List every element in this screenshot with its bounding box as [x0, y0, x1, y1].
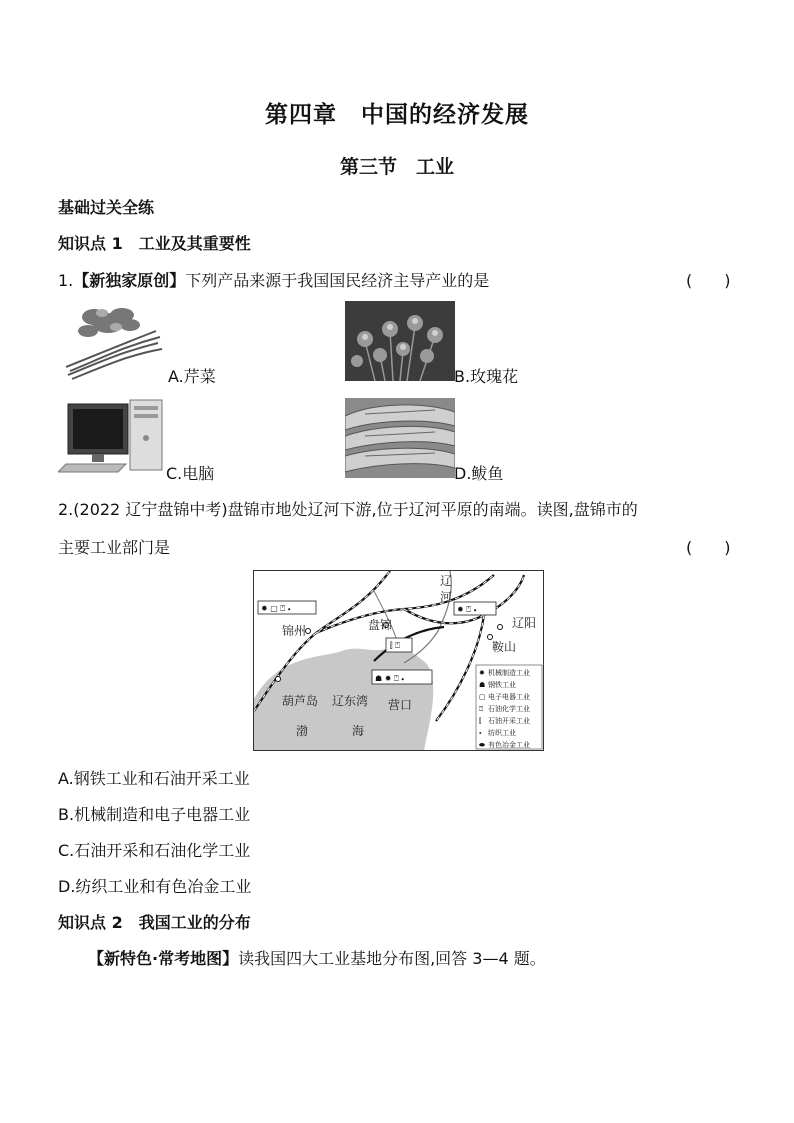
q2-option-d: D.纺织工业和有色冶金工业 — [58, 877, 252, 896]
computer-image — [58, 398, 166, 478]
legend-item: 机械制造工业 — [488, 669, 530, 677]
roses-image — [345, 301, 455, 381]
question-2-line1: 2.(2022 辽宁盘锦中考)盘锦市地处辽河下游,位于辽河平原的南端。读图,盘锦市的 — [58, 500, 638, 519]
steel-icon: ☗ — [479, 681, 486, 689]
map-legend — [476, 665, 542, 749]
gear-icon: ✹ ⍞ ⬩ — [457, 605, 477, 614]
map-label-huludao: 葫芦岛 — [282, 694, 319, 708]
question-tag: 【新特色·常考地图】 — [88, 949, 239, 968]
q2-option-a: A.钢铁工业和石油开采工业 — [58, 769, 250, 788]
map-label-anshan: 鞍山 — [492, 640, 517, 654]
map-label-panjin: 盘锦 — [368, 618, 393, 632]
legend-item: 有色冶金工业 — [488, 741, 530, 749]
metallurgy-icon: ⬬ — [479, 741, 485, 749]
option-c: C.电脑 — [166, 464, 215, 483]
option-d: D.鲅鱼 — [454, 464, 504, 483]
oil-rig-icon: ⫿ — [479, 717, 482, 725]
q2-option-c: C.石油开采和石油化学工业 — [58, 841, 251, 860]
question-3-intro — [88, 946, 546, 969]
chapter-title: 第四章 中国的经济发展 — [265, 102, 529, 128]
knowledge-point-1: 知识点 1 工业及其重要性 — [58, 234, 251, 253]
map-label-bo: 渤 — [296, 724, 309, 738]
knowledge-point-2: 知识点 2 我国工业的分布 — [58, 913, 251, 932]
map-label-jinzhou: 锦州 — [282, 624, 307, 638]
answer-blank: ( ) — [686, 538, 731, 557]
map-label-hai: 海 — [352, 724, 365, 738]
question-2-line2: 主要工业部门是 — [58, 538, 171, 557]
mackerel-image — [345, 398, 455, 478]
section-title: 第三节 工业 — [339, 156, 454, 178]
legend-item: 石油开采工业 — [488, 717, 530, 725]
option-a: A.芹菜 — [168, 367, 216, 386]
question-3-intro-text: 读我国四大工业基地分布图,回答 3—4 题。 — [238, 949, 546, 968]
question-number: 1. — [58, 271, 74, 290]
legend-item: 纺织工业 — [488, 729, 516, 737]
celery-image — [58, 303, 166, 383]
question-tag: 【新独家原创】 — [73, 271, 186, 290]
legend-item: 钢铁工业 — [488, 681, 516, 689]
textile-icon: ⬩ — [479, 729, 482, 737]
gear-icon: ✹ — [479, 669, 485, 677]
map-label-liao: 辽 — [440, 574, 453, 588]
q2-option-b: B.机械制造和电子电器工业 — [58, 805, 251, 824]
map-label-yingkou: 营口 — [388, 698, 413, 712]
steel-icon: ☗ ✹ ⍞ ⬩ — [375, 674, 405, 683]
question-stem: 下列产品来源于我国国民经济主导产业的是 — [185, 271, 490, 290]
answer-blank: ( ) — [686, 271, 731, 290]
gear-icon: ✹ ▢ ⍞ ⬩ — [261, 604, 291, 613]
map-label-liaodongwan: 辽东湾 — [332, 694, 369, 708]
map-label-liaoyang: 辽阳 — [512, 616, 537, 630]
legend-item: 石油化学工业 — [488, 705, 530, 713]
electronics-icon: ▢ — [479, 693, 486, 701]
question-1 — [58, 268, 489, 291]
oil-rig-icon: ⫿ ⍞ — [390, 641, 400, 650]
option-b: B.玫瑰花 — [454, 367, 519, 386]
legend-item: 电子电器工业 — [488, 693, 530, 701]
panjin-industry-map — [253, 570, 544, 751]
petrochem-icon: ⍞ — [479, 705, 484, 713]
map-label-he: 河 — [440, 590, 453, 604]
practice-heading: 基础过关全练 — [58, 198, 155, 217]
